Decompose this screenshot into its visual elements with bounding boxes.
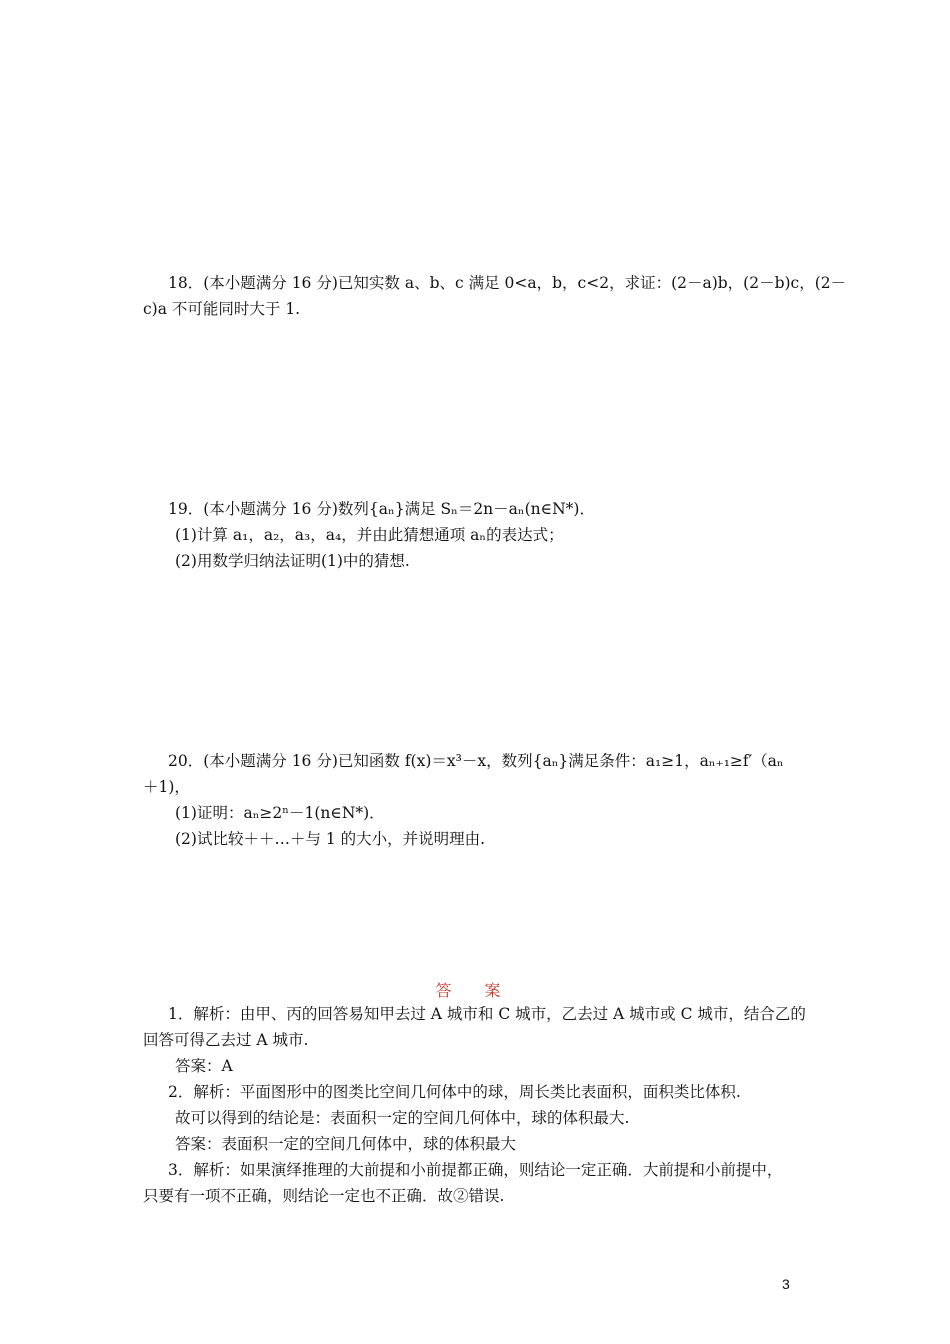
answer-line: 1．解析：由甲、丙的回答易知甲去过 A 城市和 C 城市，乙去过 A 城市或 C 城市，结合乙的 (168, 1005, 806, 1023)
answer-line: 2．解析：平面图形中的图类比空间几何体中的球，周长类比表面积，面积类比体积. (168, 1083, 741, 1101)
answer-line: 回答可得乙去过 A 城市. (143, 1031, 309, 1049)
page-number: 3 (782, 1276, 790, 1292)
q20-line-2: ＋1)， (143, 778, 190, 796)
q20-part-1: (1)证明：aₙ≥2ⁿ－1(n∈N*)． (175, 804, 385, 822)
q19-line-1: 19．(本小题满分 16 分)数列{aₙ}满足 Sₙ＝2n－aₙ(n∈N*)． (168, 500, 595, 518)
q20-part-2: (2)试比较＋＋…＋与 1 的大小，并说明理由. (175, 830, 486, 848)
q19-part-2: (2)用数学归纳法证明(1)中的猜想. (175, 552, 410, 570)
answer-line: 答案：表面积一定的空间几何体中，球的体积最大 (175, 1135, 517, 1153)
answer-line: 故可以得到的结论是：表面积一定的空间几何体中，球的体积最大. (175, 1109, 630, 1127)
answer-line: 答案：A (175, 1057, 233, 1075)
answers-heading: 答 案 (435, 981, 515, 1000)
q18-line-2: c)a 不可能同时大于 1. (143, 300, 301, 318)
q18-line-1: 18．(本小题满分 16 分)已知实数 a、b、c 满足 0<a，b，c<2，求证：(2－a)b，(2－b)c，(2－ (168, 274, 847, 292)
answer-line: 3．解析：如果演绎推理的大前提和小前提都正确，则结论一定正确．大前提和小前提中， (168, 1161, 783, 1179)
q20-line-1: 20．(本小题满分 16 分)已知函数 f(x)＝x³－x，数列{aₙ}满足条件：a₁≥1，aₙ₊₁≥f′（aₙ (168, 752, 784, 770)
q19-part-1: (1)计算 a₁，a₂，a₃，a₄，并由此猜想通项 aₙ的表达式； (175, 526, 564, 544)
answer-line: 只要有一项不正确，则结论一定也不正确．故②错误. (143, 1187, 505, 1205)
